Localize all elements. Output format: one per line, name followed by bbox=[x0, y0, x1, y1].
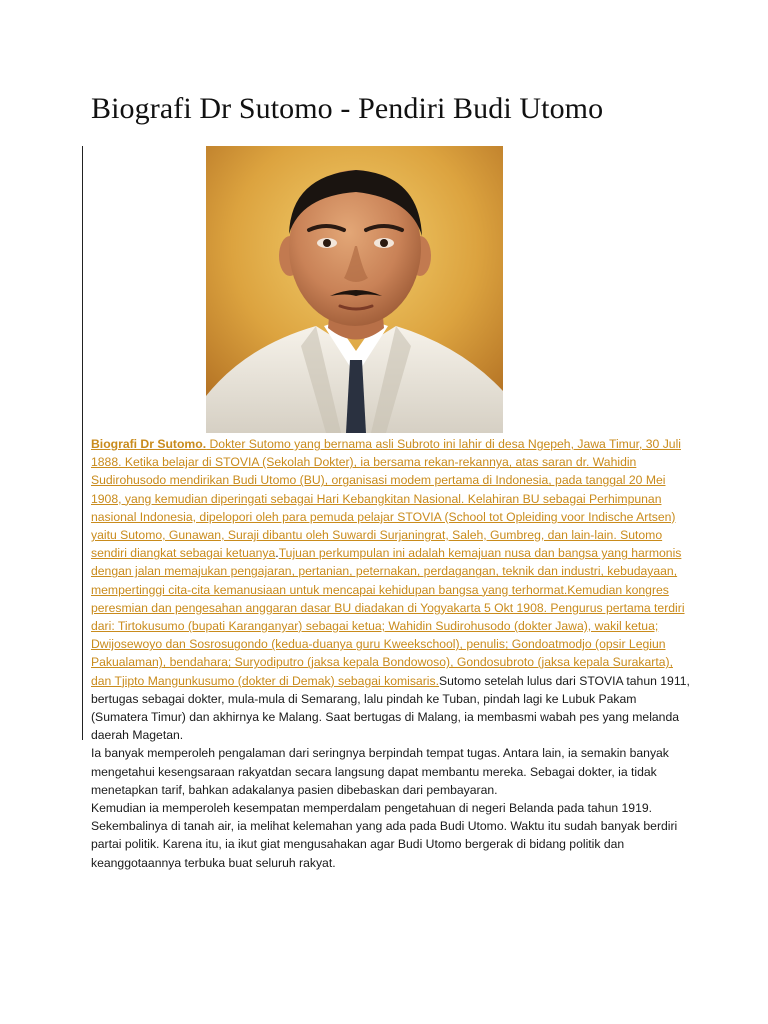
article-body bbox=[91, 435, 691, 872]
bio-link[interactable]: Biografi Dr Sutomo. bbox=[91, 437, 207, 451]
congress-link[interactable]: Kemudian kongres peresmian dan pengesahan anggaran dasar BU diadakan di Yogyakarta 5 Okt 1908. Pengurus pertama terdiri dari: Tirtokusumo (bupati Karanganyar) sebagai ketua; Wahidin Sudirohusodo (dokter Jawa), wakil ketua; Dwijosewoyo dan Sosrosugondo (kedua-duanya guru Kweekschool), penulis; Gondoatmodjo (opsir Legiun Pakualaman), bendahara; Suryodiputro (jaksa kepala Bondowoso), Gondosubroto (jaksa kepala Surakarta), dan Tjipto Mangunkusumo (dokter di Demak) sebagai komisaris. bbox=[91, 582, 685, 688]
paragraph-1 bbox=[91, 435, 691, 744]
period-text: . bbox=[275, 546, 279, 561]
page-title: Biografi Dr Sutomo - Pendiri Budi Utomo bbox=[91, 92, 604, 125]
paragraph-2: Ia banyak memperoleh pengalaman dari seringnya berpindah tempat tugas. Antara lain, ia semakin banyak mengetahui kesengsaraan rakyatdan secara langsung dapat membantu mereka. Sebagai dokter, ia tidak menetapkan tarif, bahkan adakalanya pasien dibebaskan dari pembayaran. bbox=[91, 746, 669, 797]
bio-detail-link[interactable]: Dokter Sutomo yang bernama asli Subroto ini lahir di desa Ngepeh, Jawa Timur, 30 Juli 1888. Ketika belajar di STOVIA (Sekolah Dokter), ia bersama rekan-rekannya, atas saran dr. Wahidin Sudirohusodo mendirikan Budi Utomo (BU), organisasi modem pertama di Indonesia, pada tanggal 20 Mei 1908, yang kemudian diperingati sebagai Hari Kebangkitan Nasional. Kelahiran BU sebagai Perhimpunan nasional Indonesia, dipelopori oleh para pemuda pelajar STOVIA (School tot Opleiding voor Indische Artsen) yaitu Sutomo, Gunawan, Suraji dibantu oleh Suwardi Surjaningrat, Saleh, Gumbreg, dan lain-lain. Sutomo sendiri diangkat sebagai ketuanya bbox=[91, 437, 681, 561]
paragraph-3: Kemudian ia memperoleh kesempatan memperdalam pengetahuan di negeri Belanda pada tahun 1919. Sekembalinya di tanah air, ia melihat kelemahan yang ada pada Budi Utomo. Waktu itu sudah banyak berdiri partai politik. Karena itu, ia ikut giat mengusahakan agar Budi Utomo bergerak di bidang politik dan keanggotaannya terbuka buat seluruh rakyat. bbox=[91, 801, 678, 870]
portrait-image bbox=[206, 146, 503, 433]
career-text: Sutomo setelah lulus dari STOVIA tahun 1911, bertugas sebagai dokter, mula-mula di Semarang, lalu pindah ke Tuban, pindah lagi ke Lubuk Pakam (Sumatera Timur) dan akhirnya ke Malang. Saat bertugas di Malang, ia membasmi wabah pes yang melanda daerah Magetan. bbox=[91, 673, 690, 743]
purpose-link[interactable]: Tujuan perkumpulan ini adalah kemajuan nusa dan bangsa yang harmonis dengan jalan memajukan pengajaran, pertanian, peternakan, perdagangan, teknik dan industri, kebudayaan, mempertinggi cita-cita kemanusiaan untuk mencapai kehidupan bangsa yang terhormat. bbox=[91, 546, 682, 597]
text-cursor-line bbox=[82, 146, 83, 740]
